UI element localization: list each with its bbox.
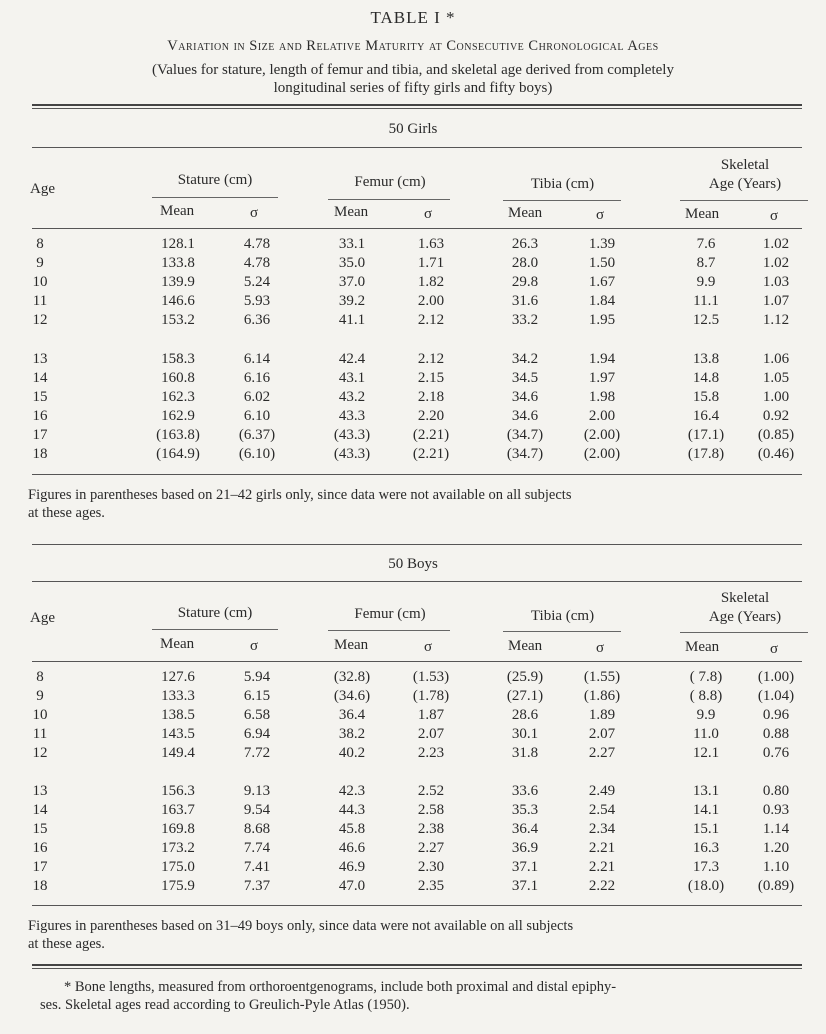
boys-value-cell: ( 7.8)	[689, 669, 723, 685]
boys-value-cell: 6.15	[243, 688, 271, 704]
girls-femur-rule	[328, 199, 450, 200]
girls-value-cell: 128.1	[161, 236, 195, 252]
boys-skeletal-header-2: Age (Years)	[708, 609, 782, 625]
girls-value-cell: 1.05	[762, 370, 790, 386]
boys-value-cell: 38.2	[338, 726, 366, 742]
boys-value-cell: 143.5	[161, 726, 195, 742]
girls-value-cell: 6.10	[243, 408, 271, 424]
girls-value-cell: (0.46)	[757, 446, 795, 462]
girls-value-cell: (43.3)	[333, 427, 371, 443]
boys-value-cell: 37.1	[511, 878, 539, 894]
boys-value-cell: 46.6	[338, 840, 366, 856]
boys-value-cell: (1.78)	[412, 688, 450, 704]
girls-age-cell: 9	[36, 255, 44, 271]
girls-value-cell: 2.12	[417, 351, 445, 367]
boys-value-cell: 0.93	[762, 802, 790, 818]
boys-value-cell: 46.9	[338, 859, 366, 875]
girls-title-rule	[32, 147, 802, 148]
boys-title-rule	[32, 581, 802, 582]
boys-value-cell: 36.4	[511, 821, 539, 837]
boys-value-cell: 2.52	[417, 783, 445, 799]
girls-value-cell: 2.00	[588, 408, 616, 424]
boys-age-cell: 9	[36, 688, 44, 704]
girls-bottom-rule	[32, 474, 802, 475]
girls-value-cell: 34.5	[511, 370, 539, 386]
girls-value-cell: 1.63	[417, 236, 445, 252]
girls-value-cell: 5.93	[243, 293, 271, 309]
girls-value-cell: 29.8	[511, 274, 539, 290]
table-title: TABLE I *	[370, 8, 456, 27]
boys-value-cell: 127.6	[161, 669, 195, 685]
girls-age-cell: 15	[32, 389, 48, 405]
girls-value-cell: (2.21)	[412, 427, 450, 443]
boys-skeletal-header-1: Skeletal	[720, 590, 770, 606]
boys-stature-header: Stature (cm)	[177, 605, 253, 621]
boys-value-cell: 2.21	[588, 840, 616, 856]
girls-value-cell: 1.71	[417, 255, 445, 271]
boys-value-cell: (1.04)	[757, 688, 795, 704]
boys-value-cell: 40.2	[338, 745, 366, 761]
girls-value-cell: (2.00)	[583, 427, 621, 443]
boys-value-cell: 6.94	[243, 726, 271, 742]
girls-age-cell: 11	[32, 293, 48, 309]
girls-value-cell: 1.00	[762, 389, 790, 405]
boys-age-cell: 11	[32, 726, 48, 742]
girls-value-cell: 162.3	[161, 389, 195, 405]
girls-value-cell: 160.8	[161, 370, 195, 386]
top-double-rule-2	[32, 108, 802, 109]
girls-value-cell: 33.2	[511, 312, 539, 328]
girls-skeletal-mean-header: Mean	[685, 206, 720, 222]
boys-value-cell: 175.0	[161, 859, 195, 875]
girls-tibia-header: Tibia (cm)	[530, 176, 595, 192]
boys-value-cell: 1.87	[417, 707, 445, 723]
boys-tibia-header: Tibia (cm)	[530, 608, 595, 624]
girls-femur-header: Femur (cm)	[354, 174, 426, 190]
boys-value-cell: ( 8.8)	[689, 688, 723, 704]
girls-value-cell: 2.20	[417, 408, 445, 424]
boys-value-cell: (32.8)	[333, 669, 371, 685]
girls-value-cell: 31.6	[511, 293, 539, 309]
boys-value-cell: 169.8	[161, 821, 195, 837]
bottom-double-rule	[32, 964, 802, 966]
boys-value-cell: 2.34	[588, 821, 616, 837]
girls-value-cell: 1.50	[588, 255, 616, 271]
girls-value-cell: (34.7)	[506, 446, 544, 462]
boys-value-cell: 0.76	[762, 745, 790, 761]
boys-value-cell: 163.7	[161, 802, 195, 818]
boys-stature-rule	[152, 629, 278, 630]
girls-section-title: 50 Girls	[388, 121, 438, 137]
girls-value-cell: 2.00	[417, 293, 445, 309]
boys-femur-mean-header: Mean	[334, 637, 369, 653]
boys-value-cell: 2.21	[588, 859, 616, 875]
girls-value-cell: 1.97	[588, 370, 616, 386]
boys-skeletal-rule	[680, 632, 808, 633]
boys-value-cell: (1.86)	[583, 688, 621, 704]
girls-skeletal-header-2: Age (Years)	[708, 176, 782, 192]
girls-value-cell: 1.39	[588, 236, 616, 252]
boys-value-cell: 16.3	[692, 840, 720, 856]
table-description-line2: longitudinal series of fifty girls and fifty boys)	[273, 80, 553, 96]
boys-value-cell: 47.0	[338, 878, 366, 894]
girls-value-cell: (17.8)	[687, 446, 725, 462]
girls-value-cell: 0.92	[762, 408, 790, 424]
boys-value-cell: (18.0)	[687, 878, 725, 894]
girls-value-cell: 13.8	[692, 351, 720, 367]
boys-value-cell: 138.5	[161, 707, 195, 723]
boys-value-cell: 2.49	[588, 783, 616, 799]
boys-value-cell: (25.9)	[506, 669, 544, 685]
girls-value-cell: 5.24	[243, 274, 271, 290]
girls-value-cell: 35.0	[338, 255, 366, 271]
boys-femur-rule	[328, 630, 450, 631]
girls-value-cell: 37.0	[338, 274, 366, 290]
girls-value-cell: 153.2	[161, 312, 195, 328]
boys-value-cell: 1.10	[762, 859, 790, 875]
girls-value-cell: 4.78	[243, 236, 271, 252]
girls-value-cell: 1.84	[588, 293, 616, 309]
girls-stature-sigma-header: σ	[250, 205, 259, 221]
girls-value-cell: 8.7	[696, 255, 716, 271]
girls-age-cell: 18	[32, 446, 48, 462]
girls-value-cell: 43.1	[338, 370, 366, 386]
boys-tibia-mean-header: Mean	[508, 638, 543, 654]
girls-value-cell: 6.36	[243, 312, 271, 328]
boys-section-title: 50 Boys	[388, 556, 438, 572]
boys-age-cell: 18	[32, 878, 48, 894]
boys-value-cell: 30.1	[511, 726, 539, 742]
girls-footnote-line1: Figures in parentheses based on 21–42 girls only, since data were not available on all subjects	[28, 487, 572, 503]
boys-age-cell: 14	[32, 802, 48, 818]
boys-age-cell: 12	[32, 745, 48, 761]
boys-age-cell: 15	[32, 821, 48, 837]
boys-value-cell: 7.72	[243, 745, 271, 761]
girls-value-cell: 1.98	[588, 389, 616, 405]
girls-skeletal-rule	[680, 200, 808, 201]
girls-value-cell: 139.9	[161, 274, 195, 290]
boys-value-cell: 2.23	[417, 745, 445, 761]
boys-value-cell: 0.80	[762, 783, 790, 799]
boys-value-cell: 1.20	[762, 840, 790, 856]
boys-footnote-line1: Figures in parentheses based on 31–49 boys only, since data were not available on all subjects	[28, 918, 574, 934]
boys-value-cell: 45.8	[338, 821, 366, 837]
boys-value-cell: 2.27	[417, 840, 445, 856]
boys-value-cell: 149.4	[161, 745, 195, 761]
boys-value-cell: (1.55)	[583, 669, 621, 685]
boys-value-cell: 175.9	[161, 878, 195, 894]
girls-value-cell: 14.8	[692, 370, 720, 386]
boys-femur-header: Femur (cm)	[354, 606, 426, 622]
boys-value-cell: 28.6	[511, 707, 539, 723]
girls-value-cell: 33.1	[338, 236, 366, 252]
girls-value-cell: 39.2	[338, 293, 366, 309]
girls-value-cell: 26.3	[511, 236, 539, 252]
girls-value-cell: 2.15	[417, 370, 445, 386]
girls-value-cell: 34.6	[511, 408, 539, 424]
girls-value-cell: 2.12	[417, 312, 445, 328]
girls-value-cell: 1.07	[762, 293, 790, 309]
asterisk-footnote-line1: * Bone lengths, measured from orthoroentgenograms, include both proximal and distal epiphy-	[64, 979, 617, 995]
boys-value-cell: (1.53)	[412, 669, 450, 685]
girls-age-cell: 17	[32, 427, 48, 443]
girls-value-cell: 1.02	[762, 236, 790, 252]
girls-value-cell: 34.2	[511, 351, 539, 367]
boys-value-cell: 2.07	[588, 726, 616, 742]
girls-value-cell: (163.8)	[156, 427, 200, 443]
boys-skeletal-sigma-header: σ	[770, 641, 779, 657]
girls-age-header: Age	[30, 181, 55, 197]
boys-age-cell: 10	[32, 707, 48, 723]
girls-value-cell: (17.1)	[687, 427, 725, 443]
girls-value-cell: 7.6	[696, 236, 716, 252]
boys-value-cell: 2.54	[588, 802, 616, 818]
boys-value-cell: 17.3	[692, 859, 720, 875]
girls-value-cell: 15.8	[692, 389, 720, 405]
boys-value-cell: 2.38	[417, 821, 445, 837]
girls-stature-rule	[152, 197, 278, 198]
boys-value-cell: 35.3	[511, 802, 539, 818]
boys-stature-sigma-header: σ	[250, 638, 259, 654]
boys-value-cell: 6.58	[243, 707, 271, 723]
boys-footnote-line2: at these ages.	[28, 936, 105, 952]
girls-value-cell: 43.2	[338, 389, 366, 405]
boys-age-cell: 13	[32, 783, 48, 799]
girls-value-cell: 6.02	[243, 389, 271, 405]
boys-age-header: Age	[30, 610, 55, 626]
girls-value-cell: 6.16	[243, 370, 271, 386]
girls-value-cell: 34.6	[511, 389, 539, 405]
girls-value-cell: 43.3	[338, 408, 366, 424]
girls-value-cell: (43.3)	[333, 446, 371, 462]
girls-value-cell: 1.95	[588, 312, 616, 328]
boys-value-cell: 2.30	[417, 859, 445, 875]
boys-value-cell: (34.6)	[333, 688, 371, 704]
girls-age-cell: 12	[32, 312, 48, 328]
girls-footnote-line2: at these ages.	[28, 505, 105, 521]
boys-value-cell: 36.4	[338, 707, 366, 723]
boys-value-cell: 173.2	[161, 840, 195, 856]
boys-value-cell: 14.1	[692, 802, 720, 818]
girls-value-cell: 133.8	[161, 255, 195, 271]
girls-value-cell: (0.85)	[757, 427, 795, 443]
boys-value-cell: 133.3	[161, 688, 195, 704]
boys-age-cell: 17	[32, 859, 48, 875]
girls-value-cell: 1.67	[588, 274, 616, 290]
boys-value-cell: 7.37	[243, 878, 271, 894]
girls-value-cell: 4.78	[243, 255, 271, 271]
boys-top-rule	[32, 544, 802, 545]
boys-value-cell: 7.74	[243, 840, 271, 856]
girls-value-cell: 146.6	[161, 293, 195, 309]
boys-femur-sigma-header: σ	[424, 639, 433, 655]
boys-value-cell: 42.3	[338, 783, 366, 799]
girls-value-cell: 12.5	[692, 312, 720, 328]
girls-age-cell: 13	[32, 351, 48, 367]
girls-tibia-mean-header: Mean	[508, 205, 543, 221]
girls-value-cell: 28.0	[511, 255, 539, 271]
girls-value-cell: 16.4	[692, 408, 720, 424]
girls-tibia-rule	[503, 200, 621, 201]
boys-value-cell: 9.13	[243, 783, 271, 799]
boys-value-cell: 2.22	[588, 878, 616, 894]
girls-value-cell: 1.06	[762, 351, 790, 367]
boys-value-cell: 1.89	[588, 707, 616, 723]
asterisk-footnote-line2: ses. Skeletal ages read according to Greulich-Pyle Atlas (1950).	[40, 997, 410, 1013]
girls-value-cell: 11.1	[693, 293, 719, 309]
boys-value-cell: 156.3	[161, 783, 195, 799]
girls-value-cell: 42.4	[338, 351, 366, 367]
girls-stature-header: Stature (cm)	[177, 172, 253, 188]
boys-skeletal-mean-header: Mean	[685, 639, 720, 655]
girls-value-cell: (34.7)	[506, 427, 544, 443]
boys-value-cell: 11.0	[693, 726, 719, 742]
boys-value-cell: 12.1	[692, 745, 720, 761]
girls-value-cell: 1.94	[588, 351, 616, 367]
girls-value-cell: 162.9	[161, 408, 195, 424]
boys-value-cell: 9.9	[696, 707, 716, 723]
boys-value-cell: 2.07	[417, 726, 445, 742]
girls-age-cell: 14	[32, 370, 48, 386]
boys-value-cell: (27.1)	[506, 688, 544, 704]
boys-value-cell: 1.14	[762, 821, 790, 837]
girls-value-cell: 9.9	[696, 274, 716, 290]
boys-value-cell: 8.68	[243, 821, 271, 837]
girls-header-rule	[32, 228, 802, 229]
girls-tibia-sigma-header: σ	[596, 207, 605, 223]
boys-age-cell: 16	[32, 840, 48, 856]
boys-value-cell: 5.94	[243, 669, 271, 685]
girls-age-cell: 10	[32, 274, 48, 290]
girls-value-cell: (2.21)	[412, 446, 450, 462]
girls-value-cell: 2.18	[417, 389, 445, 405]
boys-value-cell: 13.1	[692, 783, 720, 799]
boys-age-cell: 8	[36, 669, 44, 685]
boys-value-cell: 0.88	[762, 726, 790, 742]
boys-value-cell: 0.96	[762, 707, 790, 723]
girls-skeletal-sigma-header: σ	[770, 208, 779, 224]
boys-value-cell: 2.35	[417, 878, 445, 894]
girls-value-cell: 1.12	[762, 312, 790, 328]
girls-value-cell: 6.14	[243, 351, 271, 367]
boys-value-cell: 44.3	[338, 802, 366, 818]
girls-value-cell: (6.10)	[238, 446, 276, 462]
boys-stature-mean-header: Mean	[160, 636, 195, 652]
girls-value-cell: 158.3	[161, 351, 195, 367]
boys-value-cell: 9.54	[243, 802, 271, 818]
girls-value-cell: 1.03	[762, 274, 790, 290]
girls-value-cell: (2.00)	[583, 446, 621, 462]
boys-value-cell: 7.41	[243, 859, 271, 875]
girls-age-cell: 16	[32, 408, 48, 424]
boys-value-cell: 2.27	[588, 745, 616, 761]
boys-value-cell: 37.1	[511, 859, 539, 875]
table-subtitle: Variation in Size and Relative Maturity at Consecutive Chronological Ages	[167, 38, 659, 54]
boys-tibia-sigma-header: σ	[596, 640, 605, 656]
girls-value-cell: 1.82	[417, 274, 445, 290]
boys-value-cell: 33.6	[511, 783, 539, 799]
girls-value-cell: 41.1	[338, 312, 366, 328]
boys-value-cell: 2.58	[417, 802, 445, 818]
girls-value-cell: 1.02	[762, 255, 790, 271]
boys-value-cell: (0.89)	[757, 878, 795, 894]
boys-value-cell: 31.8	[511, 745, 539, 761]
table-description-line1: (Values for stature, length of femur and tibia, and skeletal age derived from completely	[152, 62, 674, 78]
girls-femur-mean-header: Mean	[334, 204, 369, 220]
girls-skeletal-header-1: Skeletal	[720, 157, 770, 173]
girls-value-cell: (164.9)	[156, 446, 200, 462]
top-double-rule	[32, 104, 802, 106]
girls-age-cell: 8	[36, 236, 44, 252]
boys-value-cell: (1.00)	[757, 669, 795, 685]
boys-value-cell: 36.9	[511, 840, 539, 856]
girls-value-cell: (6.37)	[238, 427, 276, 443]
boys-header-rule	[32, 661, 802, 662]
girls-stature-mean-header: Mean	[160, 203, 195, 219]
boys-value-cell: 15.1	[692, 821, 720, 837]
bottom-double-rule-2	[32, 968, 802, 969]
boys-bottom-rule	[32, 905, 802, 906]
boys-tibia-rule	[503, 631, 621, 632]
girls-femur-sigma-header: σ	[424, 206, 433, 222]
